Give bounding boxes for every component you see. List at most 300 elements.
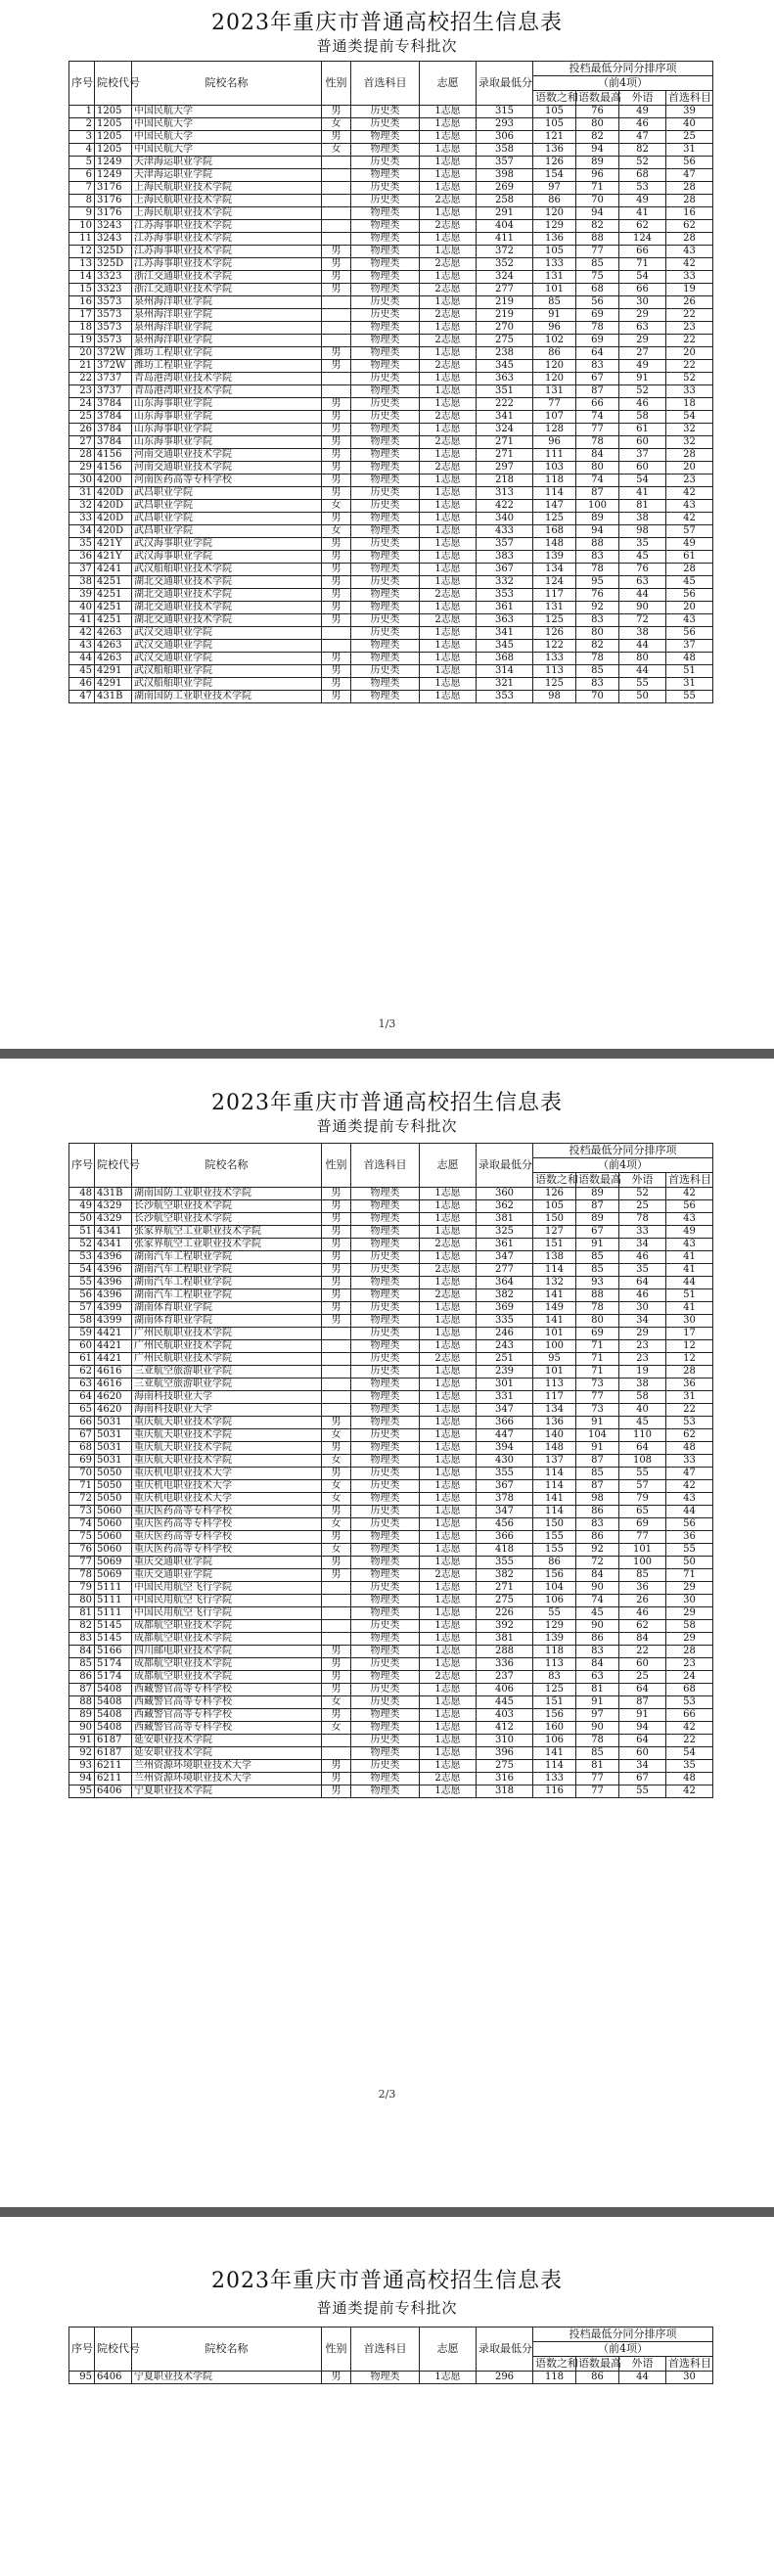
table-row xyxy=(69,576,713,589)
row-subject: 物理类 xyxy=(351,475,420,487)
row-code: 421Y xyxy=(95,551,132,564)
row-first: 22 xyxy=(666,360,713,373)
row-choice: 2志愿 xyxy=(420,589,477,602)
row-sum: 120 xyxy=(533,373,576,385)
row-foreign: 79 xyxy=(619,1493,666,1506)
row-subject: 物理类 xyxy=(351,525,420,538)
row-max: 78 xyxy=(576,653,619,665)
row-subject: 物理类 xyxy=(351,1277,420,1289)
row-sum: 86 xyxy=(533,1557,576,1569)
row-gender: 男 xyxy=(322,1760,351,1773)
header-name: 院校名称 xyxy=(132,2327,322,2372)
row-min: 367 xyxy=(477,564,533,576)
row-max: 78 xyxy=(576,1302,619,1315)
row-max: 76 xyxy=(576,589,619,602)
row-first: 43 xyxy=(666,614,713,627)
row-sum: 131 xyxy=(533,271,576,284)
table-row xyxy=(69,1607,713,1620)
row-choice: 1志愿 xyxy=(420,1595,477,1607)
table-row xyxy=(69,487,713,500)
row-foreign: 69 xyxy=(619,1518,666,1531)
row-subject: 历史类 xyxy=(351,1735,420,1747)
row-min: 367 xyxy=(477,1480,533,1493)
row-sum: 138 xyxy=(533,1251,576,1264)
row-subject: 历史类 xyxy=(351,1251,420,1264)
row-min: 325 xyxy=(477,1226,533,1239)
header-group: 投档最低分同分排序项 xyxy=(533,1144,713,1158)
row-code: 1249 xyxy=(95,169,132,182)
row-name: 河南交通职业技术学院 xyxy=(132,462,322,475)
row-gender: 女 xyxy=(322,1480,351,1493)
row-code: 4616 xyxy=(95,1378,132,1391)
row-max: 90 xyxy=(576,1582,619,1595)
row-max: 80 xyxy=(576,118,619,131)
row-name: 重庆机电职业技术大学 xyxy=(132,1493,322,1506)
row-gender: 男 xyxy=(322,551,351,564)
header-gender: 性别 xyxy=(322,2327,351,2372)
row-name: 重庆航天职业技术学院 xyxy=(132,1429,322,1442)
row-sum: 105 xyxy=(533,1200,576,1213)
row-foreign: 84 xyxy=(619,1633,666,1646)
row-name: 宁夏职业技术学院 xyxy=(132,1785,322,1798)
row-choice: 1志愿 xyxy=(420,1277,477,1289)
header-subject: 首选科目 xyxy=(351,2327,420,2372)
row-foreign: 61 xyxy=(619,424,666,436)
row-choice: 1志愿 xyxy=(420,500,477,513)
row-first: 26 xyxy=(666,296,713,309)
row-code: 4291 xyxy=(95,665,132,678)
row-name: 广州民航职业技术学院 xyxy=(132,1353,322,1366)
row-gender xyxy=(322,335,351,347)
row-foreign: 47 xyxy=(619,131,666,144)
row-max: 77 xyxy=(576,424,619,436)
row-min: 277 xyxy=(477,1264,533,1277)
row-max: 69 xyxy=(576,335,619,347)
row-foreign: 71 xyxy=(619,258,666,271)
row-min: 352 xyxy=(477,258,533,271)
row-choice: 1志愿 xyxy=(420,1544,477,1557)
row-first: 52 xyxy=(666,373,713,385)
row-seq: 40 xyxy=(69,602,95,614)
row-foreign: 60 xyxy=(619,436,666,449)
row-first: 42 xyxy=(666,1188,713,1200)
row-gender: 男 xyxy=(322,653,351,665)
row-choice: 1志愿 xyxy=(420,157,477,169)
row-subject: 物理类 xyxy=(351,602,420,614)
row-name: 西藏警官高等专科学校 xyxy=(132,1684,322,1696)
row-gender: 男 xyxy=(322,1302,351,1315)
row-foreign: 85 xyxy=(619,1569,666,1582)
row-seq: 16 xyxy=(69,296,95,309)
row-max: 90 xyxy=(576,1620,619,1633)
row-code: 372W xyxy=(95,347,132,360)
row-first: 55 xyxy=(666,691,713,703)
row-name: 湖南汽车工程职业学院 xyxy=(132,1251,322,1264)
row-gender: 男 xyxy=(322,513,351,525)
row-subject: 历史类 xyxy=(351,1658,420,1671)
row-gender: 男 xyxy=(322,1442,351,1455)
row-first: 58 xyxy=(666,1620,713,1633)
row-subject: 历史类 xyxy=(351,1302,420,1315)
row-foreign: 60 xyxy=(619,462,666,475)
row-max: 87 xyxy=(576,385,619,398)
row-code: 4399 xyxy=(95,1315,132,1328)
table-row xyxy=(69,1480,713,1493)
row-foreign: 22 xyxy=(619,1646,666,1658)
row-foreign: 46 xyxy=(619,1251,666,1264)
table-row xyxy=(69,436,713,449)
row-subject: 物理类 xyxy=(351,462,420,475)
table-row xyxy=(69,207,713,220)
row-max: 89 xyxy=(576,157,619,169)
row-code: 4396 xyxy=(95,1251,132,1264)
admission-table xyxy=(68,61,713,703)
row-max: 88 xyxy=(576,538,619,551)
row-name: 重庆交通职业学院 xyxy=(132,1569,322,1582)
row-code: 4263 xyxy=(95,653,132,665)
row-min: 341 xyxy=(477,627,533,640)
header-col-3: 外语 xyxy=(619,2357,666,2372)
row-first: 42 xyxy=(666,487,713,500)
row-max: 91 xyxy=(576,1239,619,1251)
table-row xyxy=(69,398,713,411)
row-code: 5050 xyxy=(95,1480,132,1493)
row-code: 4156 xyxy=(95,462,132,475)
row-subject: 物理类 xyxy=(351,2372,420,2384)
row-name: 武汉船舶职业学院 xyxy=(132,665,322,678)
row-min: 218 xyxy=(477,475,533,487)
row-subject: 物理类 xyxy=(351,1747,420,1760)
row-gender: 男 xyxy=(322,1239,351,1251)
row-sum: 126 xyxy=(533,157,576,169)
row-max: 90 xyxy=(576,1722,619,1735)
table-row xyxy=(69,475,713,487)
table-row xyxy=(69,1747,713,1760)
row-subject: 历史类 xyxy=(351,398,420,411)
table-row xyxy=(69,1518,713,1531)
row-seq: 21 xyxy=(69,360,95,373)
row-min: 418 xyxy=(477,1544,533,1557)
row-subject: 物理类 xyxy=(351,640,420,653)
header-code: 院校代号 xyxy=(95,1144,132,1188)
table-row xyxy=(69,1582,713,1595)
row-min: 301 xyxy=(477,1378,533,1391)
row-code: 5174 xyxy=(95,1671,132,1684)
row-gender: 男 xyxy=(322,1773,351,1785)
row-seq: 56 xyxy=(69,1289,95,1302)
table-row xyxy=(69,1595,713,1607)
row-max: 64 xyxy=(576,347,619,360)
row-code: 3176 xyxy=(95,207,132,220)
row-first: 62 xyxy=(666,1429,713,1442)
row-first: 50 xyxy=(666,1557,713,1569)
row-name: 湖南体育职业学院 xyxy=(132,1302,322,1315)
row-name: 重庆医药高等专科学校 xyxy=(132,1518,322,1531)
row-choice: 1志愿 xyxy=(420,678,477,691)
row-gender: 男 xyxy=(322,602,351,614)
table-row xyxy=(69,1760,713,1773)
header-min: 录取最低分 xyxy=(477,62,533,106)
row-subject: 物理类 xyxy=(351,513,420,525)
row-first: 28 xyxy=(666,449,713,462)
row-first: 49 xyxy=(666,538,713,551)
row-min: 347 xyxy=(477,1404,533,1417)
row-first: 25 xyxy=(666,131,713,144)
header-col-4: 首选科目 xyxy=(666,1173,713,1188)
row-foreign: 46 xyxy=(619,118,666,131)
row-seq: 1 xyxy=(69,106,95,118)
row-max: 80 xyxy=(576,627,619,640)
row-code: 4341 xyxy=(95,1226,132,1239)
row-seq: 33 xyxy=(69,513,95,525)
row-gender: 男 xyxy=(322,1506,351,1518)
row-code: 6406 xyxy=(95,2372,132,2384)
table-row xyxy=(69,1671,713,1684)
row-max: 70 xyxy=(576,691,619,703)
row-choice: 1志愿 xyxy=(420,1709,477,1722)
table-row xyxy=(69,284,713,296)
table-row xyxy=(69,665,713,678)
row-sum: 150 xyxy=(533,1518,576,1531)
row-gender: 男 xyxy=(322,1264,351,1277)
row-choice: 1志愿 xyxy=(420,1518,477,1531)
row-foreign: 38 xyxy=(619,627,666,640)
row-choice: 1志愿 xyxy=(420,1391,477,1404)
row-gender xyxy=(322,1378,351,1391)
row-code: 3784 xyxy=(95,411,132,424)
row-gender: 女 xyxy=(322,1493,351,1506)
header-gender: 性别 xyxy=(322,1144,351,1188)
table-row xyxy=(69,1315,713,1328)
row-first: 31 xyxy=(666,678,713,691)
header-col-3: 外语 xyxy=(619,1173,666,1188)
row-code: 4620 xyxy=(95,1404,132,1417)
table-row xyxy=(69,1251,713,1264)
row-gender xyxy=(322,1633,351,1646)
row-min: 422 xyxy=(477,500,533,513)
row-sum: 113 xyxy=(533,1658,576,1671)
row-choice: 1志愿 xyxy=(420,246,477,258)
row-sum: 102 xyxy=(533,335,576,347)
row-gender: 男 xyxy=(322,589,351,602)
row-seq: 50 xyxy=(69,1213,95,1226)
row-seq: 61 xyxy=(69,1353,95,1366)
row-name: 山东海事职业学院 xyxy=(132,398,322,411)
row-sum: 136 xyxy=(533,233,576,246)
row-seq: 43 xyxy=(69,640,95,653)
row-name: 天津海运职业学院 xyxy=(132,169,322,182)
row-name: 湖南国防工业职业技术学院 xyxy=(132,691,322,703)
row-choice: 1志愿 xyxy=(420,1684,477,1696)
row-name: 重庆医药高等专科学校 xyxy=(132,1531,322,1544)
row-min: 336 xyxy=(477,1658,533,1671)
header-name: 院校名称 xyxy=(132,1144,322,1188)
row-name: 武汉船舶职业技术学院 xyxy=(132,564,322,576)
row-name: 长沙航空职业技术学院 xyxy=(132,1200,322,1213)
row-seq: 92 xyxy=(69,1747,95,1760)
row-seq: 2 xyxy=(69,118,95,131)
row-name: 泉州海洋职业学院 xyxy=(132,296,322,309)
row-max: 81 xyxy=(576,1684,619,1696)
row-choice: 1志愿 xyxy=(420,233,477,246)
row-first: 42 xyxy=(666,1785,713,1798)
row-first: 51 xyxy=(666,665,713,678)
row-choice: 1志愿 xyxy=(420,1200,477,1213)
header-seq: 序号 xyxy=(69,1144,95,1188)
row-seq: 36 xyxy=(69,551,95,564)
header-seq: 序号 xyxy=(69,2327,95,2372)
row-first: 30 xyxy=(666,1315,713,1328)
row-subject: 物理类 xyxy=(351,1785,420,1798)
row-seq: 63 xyxy=(69,1378,95,1391)
row-seq: 79 xyxy=(69,1582,95,1595)
row-seq: 53 xyxy=(69,1251,95,1264)
row-sum: 86 xyxy=(533,347,576,360)
row-sum: 168 xyxy=(533,525,576,538)
table-row xyxy=(69,678,713,691)
row-choice: 2志愿 xyxy=(420,614,477,627)
row-min: 383 xyxy=(477,551,533,564)
table-row xyxy=(69,1353,713,1366)
row-seq: 91 xyxy=(69,1735,95,1747)
row-gender xyxy=(322,157,351,169)
header-col-2: 语数最高 xyxy=(576,91,619,106)
row-choice: 1志愿 xyxy=(420,1747,477,1760)
row-min: 316 xyxy=(477,1773,533,1785)
row-max: 94 xyxy=(576,525,619,538)
row-foreign: 101 xyxy=(619,1544,666,1557)
row-name: 湖北交通职业技术学院 xyxy=(132,576,322,589)
table-row xyxy=(69,653,713,665)
row-code: 5060 xyxy=(95,1518,132,1531)
row-name: 三亚航空旅游职业学院 xyxy=(132,1366,322,1378)
row-max: 66 xyxy=(576,398,619,411)
row-choice: 1志愿 xyxy=(420,1188,477,1200)
row-subject: 历史类 xyxy=(351,1696,420,1709)
row-sum: 100 xyxy=(533,1340,576,1353)
row-seq: 59 xyxy=(69,1328,95,1340)
table-row xyxy=(69,157,713,169)
header-min: 录取最低分 xyxy=(477,2327,533,2372)
row-max: 83 xyxy=(576,1646,619,1658)
row-max: 84 xyxy=(576,449,619,462)
row-choice: 1志愿 xyxy=(420,627,477,640)
row-seq: 95 xyxy=(69,2372,95,2384)
row-max: 91 xyxy=(576,1696,619,1709)
row-gender xyxy=(322,207,351,220)
row-subject: 历史类 xyxy=(351,627,420,640)
row-first: 43 xyxy=(666,246,713,258)
row-subject: 物理类 xyxy=(351,1340,420,1353)
row-subject: 历史类 xyxy=(351,182,420,195)
row-subject: 物理类 xyxy=(351,1671,420,1684)
row-max: 94 xyxy=(576,144,619,157)
row-sum: 131 xyxy=(533,602,576,614)
row-sum: 101 xyxy=(533,284,576,296)
row-seq: 82 xyxy=(69,1620,95,1633)
row-code: 3784 xyxy=(95,398,132,411)
row-name: 湖北交通职业技术学院 xyxy=(132,614,322,627)
row-gender: 男 xyxy=(322,1251,351,1264)
row-code: 4251 xyxy=(95,576,132,589)
row-name: 武汉交通职业学院 xyxy=(132,653,322,665)
row-gender xyxy=(322,182,351,195)
row-gender xyxy=(322,1353,351,1366)
row-sum: 151 xyxy=(533,1239,576,1251)
row-min: 366 xyxy=(477,1531,533,1544)
row-choice: 1志愿 xyxy=(420,1417,477,1429)
row-first: 51 xyxy=(666,1289,713,1302)
row-sum: 129 xyxy=(533,220,576,233)
row-gender: 男 xyxy=(322,1289,351,1302)
row-max: 89 xyxy=(576,513,619,525)
row-gender: 男 xyxy=(322,1709,351,1722)
row-seq: 6 xyxy=(69,169,95,182)
row-sum: 114 xyxy=(533,1480,576,1493)
table-row xyxy=(69,1785,713,1798)
row-min: 270 xyxy=(477,322,533,335)
row-sum: 133 xyxy=(533,258,576,271)
row-first: 28 xyxy=(666,1366,713,1378)
row-min: 347 xyxy=(477,1506,533,1518)
row-code: 325D xyxy=(95,258,132,271)
row-first: 41 xyxy=(666,1264,713,1277)
row-first: 23 xyxy=(666,322,713,335)
row-min: 315 xyxy=(477,106,533,118)
row-foreign: 82 xyxy=(619,144,666,157)
row-min: 398 xyxy=(477,169,533,182)
row-gender xyxy=(322,309,351,322)
row-first: 29 xyxy=(666,1607,713,1620)
row-min: 291 xyxy=(477,207,533,220)
row-first: 44 xyxy=(666,1277,713,1289)
row-name: 重庆医药高等专科学校 xyxy=(132,1506,322,1518)
table-row xyxy=(69,309,713,322)
row-choice: 1志愿 xyxy=(420,271,477,284)
row-first: 43 xyxy=(666,500,713,513)
row-name: 青岛港湾职业技术学院 xyxy=(132,385,322,398)
row-choice: 1志愿 xyxy=(420,653,477,665)
row-subject: 历史类 xyxy=(351,1582,420,1595)
row-choice: 1志愿 xyxy=(420,1429,477,1442)
row-sum: 118 xyxy=(533,1646,576,1658)
table-row xyxy=(69,640,713,653)
header-choice: 志愿 xyxy=(420,62,477,106)
row-name: 四川邮电职业技术学院 xyxy=(132,1646,322,1658)
row-foreign: 29 xyxy=(619,309,666,322)
row-foreign: 34 xyxy=(619,1760,666,1773)
row-foreign: 55 xyxy=(619,1468,666,1480)
row-subject: 历史类 xyxy=(351,614,420,627)
row-max: 67 xyxy=(576,1226,619,1239)
table-row xyxy=(69,1277,713,1289)
row-choice: 1志愿 xyxy=(420,576,477,589)
row-max: 80 xyxy=(576,1315,619,1328)
row-gender: 男 xyxy=(322,678,351,691)
row-min: 251 xyxy=(477,1353,533,1366)
row-code: 5050 xyxy=(95,1468,132,1480)
row-name: 张家界航空工业职业技术学院 xyxy=(132,1226,322,1239)
row-seq: 34 xyxy=(69,525,95,538)
row-gender xyxy=(322,1620,351,1633)
row-subject: 物理类 xyxy=(351,1404,420,1417)
row-max: 67 xyxy=(576,373,619,385)
row-seq: 51 xyxy=(69,1226,95,1239)
row-subject: 物理类 xyxy=(351,1289,420,1302)
row-max: 87 xyxy=(576,1455,619,1468)
table-row xyxy=(69,1455,713,1468)
row-subject: 物理类 xyxy=(351,1455,420,1468)
